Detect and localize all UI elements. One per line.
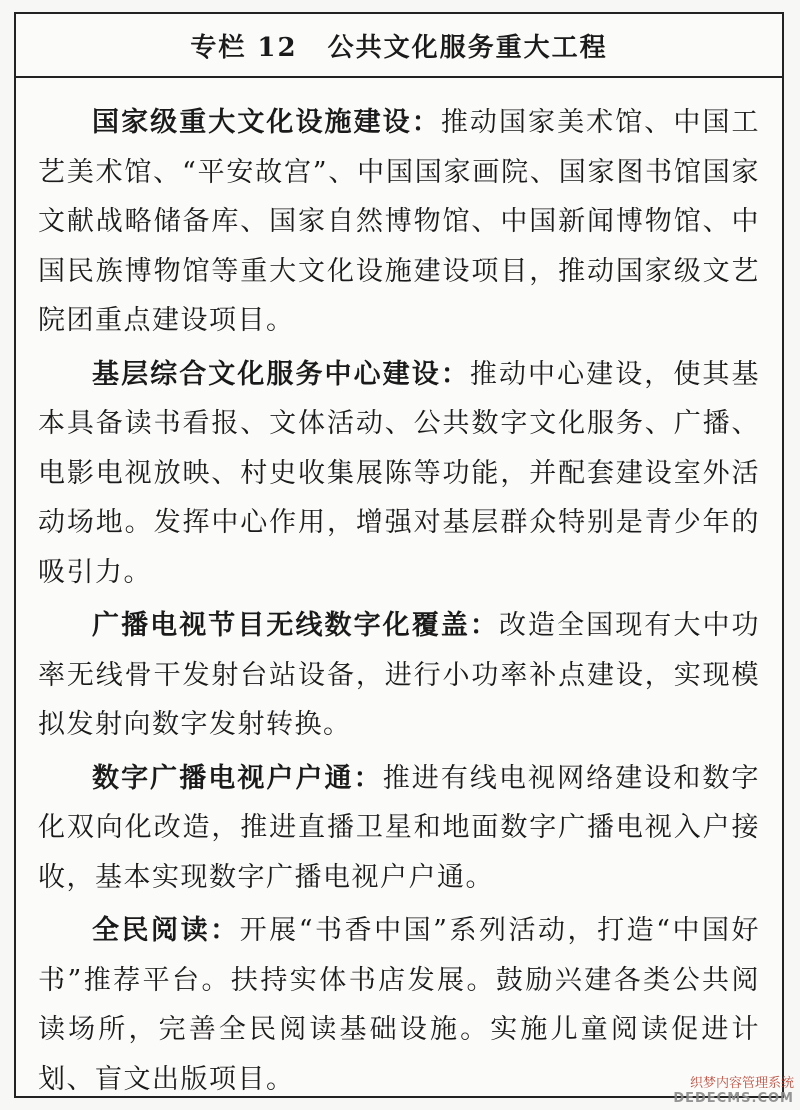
paragraph-head: 数字广播电视户户通： xyxy=(92,762,383,794)
column-heading: 公共文化服务重大工程 xyxy=(327,32,608,63)
paragraph-body: 推进有线电视网络建设和数字化双向化改造，推进直播卫星和地面数字广播电视入户接收，基本实现数字广播电视户户通。 xyxy=(38,762,761,893)
watermark-line-2: DEDECMS.COM xyxy=(673,1091,794,1106)
paragraph-head: 基层综合文化服务中心建设： xyxy=(92,358,470,390)
paragraph-body: 推动中心建设，使其基本具备读书看报、文体活动、公共数字文化服务、广播、电影电视放映、村史收集展陈等功能，并配套建设室外活动场地。发挥中心作用，增强对基层群众特别是青少年的吸引力。 xyxy=(38,358,761,588)
paragraph-grassroots-centers xyxy=(38,350,760,598)
paragraph-body: 推动国家美术馆、中国工艺美术馆、“平安故宫”、中国国家画院、国家图书馆国家文献战略储备库、国家自然博物馆、中国新闻博物馆、中国民族博物馆等重大文化设施建设项目，推动国家级文艺院团重点建设项目。 xyxy=(38,107,761,336)
paragraph-body: 改造全国现有大中功率无线骨干发射台站设备，进行小功率补点建设，实现模拟发射向数字发射转换。 xyxy=(38,610,761,740)
watermark-line-1: 织梦内容管理系统 xyxy=(689,1076,794,1091)
column-box xyxy=(14,12,784,1098)
column-content xyxy=(16,78,782,1104)
paragraph-body: 开展“书香中国”系列活动，打造“中国好书”推荐平台。扶持实体书店发展。鼓励兴建各类公共阅读场所，完善全民阅读基础设施。实施儿童阅读促进计划、盲文出版项目。 xyxy=(38,915,761,1095)
paragraph-head: 国家级重大文化设施建设： xyxy=(92,107,441,138)
paragraph-national-facilities xyxy=(38,98,760,346)
paragraph-head: 广播电视节目无线数字化覆盖： xyxy=(92,610,499,641)
watermark xyxy=(673,1076,794,1106)
column-number: 专栏 12 xyxy=(190,32,298,63)
paragraph-wireless-digital xyxy=(38,601,760,750)
column-title xyxy=(16,14,782,78)
paragraph-national-reading xyxy=(38,906,760,1104)
paragraph-head: 全民阅读： xyxy=(92,915,240,946)
paragraph-household-access xyxy=(38,754,760,903)
